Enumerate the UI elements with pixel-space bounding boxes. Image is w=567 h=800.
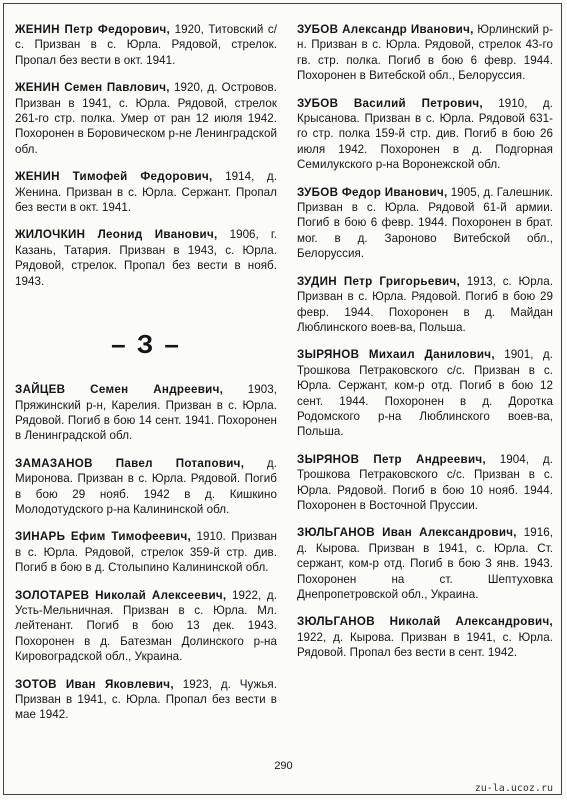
section-letter: – З – (111, 329, 181, 360)
person-name: ЗАМАЗАНОВ Павел Потапович, (15, 456, 245, 470)
entries-z (15, 382, 277, 723)
person-name: ЖИЛОЧКИН Леонид Иванович, (15, 228, 218, 242)
person-details: 1910. Призван в с. Юрла. Рядовой, стрелок 359-й стр. див. Погиб в бою в д. Столыпино Калининской обл. (15, 530, 277, 575)
person-name: ЗЫРЯНОВ Петр Андреевич, (297, 452, 486, 466)
memorial-entry (297, 22, 553, 84)
person-name: ЖЕНИН Петр Федорович, (15, 23, 171, 36)
person-details: 1922, д. Усть-Мельничная. Призван в с. Юрла. Мл. лейтенант. Погиб в бою 13 дек. 1943. Похоронен в д. Батезман Долинского р-на Кировоградской обл., Украина. (15, 588, 277, 664)
memorial-entry (15, 382, 277, 444)
memorial-entry (297, 614, 553, 660)
person-details: Юрлинский р-н. Призван в с. Юрла. Рядовой, стрелок 43-го гв. стр. полка. Погиб в бою 6 февр. 1944. Похоронен в Витебской обл., Белоруссия. (297, 23, 553, 83)
memorial-entry (297, 96, 553, 173)
memorial-entry (15, 227, 277, 289)
person-details: 1910, д. Крысанова. Призван в с. Юрла. Рядовой 631-го стр. полка 159-й стр. див. Погиб в бою 26 июля 1942. Похоронен в д. Подгорная Семилукского р-на Воронежской обл. (297, 96, 553, 172)
person-name: ЗУБОВ Александр Иванович, (297, 23, 474, 36)
watermark: zu-la.ucoz.ru (474, 783, 553, 794)
memorial-entry (15, 588, 277, 665)
person-name: ЖЕНИН Тимофей Федорович, (15, 170, 213, 184)
person-details: д. Миронова. Призван в с. Юрла. Рядовой. Погиб в бою 29 нояб. 1942 в д. Кишкино Молодотудского р-на Калининской обл. (15, 456, 277, 516)
person-name: ЗОЛОТАРЕВ Николай Алексеевич, (15, 588, 227, 602)
person-details: 1913, с. Юрла. Призван в с. Юрла. Рядовой. Погиб в бою 29 февр. 1944. Похоронен в д. Майдан Люблинского воев-ва, Польша. (297, 274, 553, 334)
memorial-entry (297, 274, 553, 336)
memorial-entry (15, 22, 277, 68)
memorial-entry (297, 452, 553, 514)
memorial-entry (15, 456, 277, 518)
page-number: 290 (274, 760, 293, 772)
memorial-entry (297, 185, 553, 262)
person-details: 1916, д. Кырова. Призван в 1941, с. Юрла. Ст. сержант, ком-р отд. Погиб в бою 3 янв. 1943. Похоронен на ст. Шептуховка Днепропетровской обл., Украина. (297, 526, 553, 601)
person-name: ЖЕНИН Семен Павлович, (15, 81, 170, 95)
person-details: 1920, Титовский с/с. Призван в с. Юрла. Рядовой, стрелок. Пропал без вести в окт. 1941. (15, 23, 277, 67)
entries-z-continued (297, 22, 553, 661)
person-details: 1922, д. Кырова. Призван в 1941, с. Юрла. Рядовой. Пропал без вести в сент. 1942. (297, 630, 553, 660)
person-details: 1905, д. Галешник. Призван в с. Юрла. Рядовой 61-й армии. Погиб в бою 6 февр. 1944. Похоронен в брат. мог. в д. Зароново Витебской обл., Белоруссия. (297, 185, 553, 261)
right-column (297, 22, 553, 673)
memorial-entry (15, 529, 277, 575)
person-name: ЗУБОВ Федор Иванович, (297, 185, 448, 199)
memorial-entry (297, 525, 553, 602)
person-details: 1903, Пряжинский р-н, Карелия. Призван в с. Юрла. Рядовой. Погиб в бою 14 сент. 1941. Похоронен в Ленинградской обл. (15, 383, 277, 443)
person-name: ЗОТОВ Иван Яковлевич, (15, 677, 174, 691)
person-details: 1920, д. Островов. Призван в 1941, с. Юрла. Рядовой, стрелок 261-го стр. полка. Умер от ран 12 июля 1942. Похоронен в Боровическом р-не Ленинградской обл. (15, 81, 277, 156)
person-name: ЗУБОВ Василий Петрович, (297, 96, 483, 110)
person-name: ЗАЙЦЕВ Семен Андреевич, (15, 383, 224, 397)
person-details: 1923, д. Чужья. Призван в 1941, с. Юрла. Пропал без вести в мае 1942. (15, 677, 278, 722)
left-column (15, 22, 277, 735)
memorial-entry (297, 347, 553, 439)
person-details: 1906, г. Казань, Татария. Призван в 1943, с. Юрла. Рядовой, стрелок. Пропал без вести в нояб. 1943. (15, 228, 277, 288)
person-name: ЗУДИН Петр Григорьевич, (297, 274, 460, 288)
entries-zh (15, 22, 277, 289)
memorial-entry (15, 169, 277, 215)
person-details: 1914, д. Женина. Призван в с. Юрла. Сержант. Пропал без вести в окт. 1941. (15, 170, 277, 215)
person-name: ЗЮЛЬГАНОВ Иван Александрович, (297, 526, 517, 540)
person-name: ЗЫРЯНОВ Михаил Данилович, (297, 348, 495, 362)
person-details: 1901, д. Трошкова Петраковского с/с. Призван в с. Юрла. Сержант, ком-р отд. Погиб в бою 12 сент. 1944. Похоронен в д. Доротка Родомского р-на Люблинского воев-ва, Польша. (297, 348, 553, 439)
person-details: 1904, д. Трошкова Петраковского с/с. Призван в с. Юрла. Рядовой. Погиб в бою 10 нояб. 1944. Похоронен в Восточной Пруссии. (297, 452, 553, 512)
person-name: ЗЮЛЬГАНОВ Николай Александрович, (297, 615, 553, 629)
memorial-entry (15, 677, 277, 723)
person-name: ЗИНАРЬ Ефим Тимофеевич, (15, 530, 192, 544)
memorial-entry (15, 80, 277, 157)
